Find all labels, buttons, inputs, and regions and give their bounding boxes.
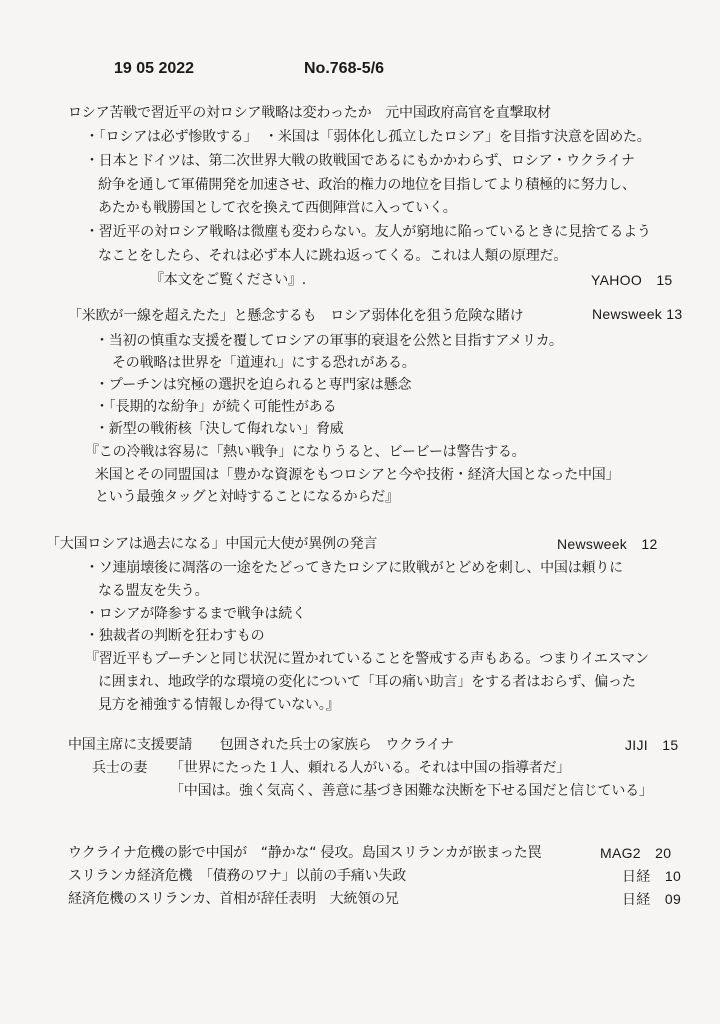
s5-item-source: 日経 10 [622, 868, 682, 884]
s1-line: あたかも戦勝国として衣を換えて西側陣営に入っていく。 [98, 200, 457, 216]
s2-line: ・新型の戦術核「決して侮れない」脅威 [95, 421, 344, 437]
s2-line: ・当初の慎重な支援を覆してロシアの軍事的衰退を公然と目指すアメリカ。 [95, 333, 563, 349]
s3-line: に囲まれ、地政学的な環境の変化について「耳の痛い助言」をする者はおらず、偏った [98, 674, 636, 690]
s2-title: 「米欧が一線を超えたた」と懸念するも ロシア弱体化を狙う危険な賭け [68, 308, 524, 324]
s2-line: ・「長期的な紛争」が続く可能性がある [95, 399, 337, 415]
s1-line: 『本文をご覧ください』. [150, 272, 307, 288]
s2-line: 『この冷戦は容易に「熱い戦争」になりうると、ビービーは警告する。 [85, 444, 526, 460]
header-issue: No.768-5/6 [304, 60, 385, 77]
s2-line: ・プーチンは究極の選択を迫られると専門家は懸念 [95, 377, 412, 393]
s3-title: 「大国ロシアは過去になる」中国元大使が異例の発言 [46, 536, 378, 552]
s2-line: その戦略は世界を「道連れ」にする恐れがある。 [112, 355, 416, 371]
s5-item-title: スリランカ経済危機 「債務のワナ」以前の手痛い失政 [68, 868, 406, 884]
s1-line: ・習近平の対ロシア戦略は微塵も変わらない。友人が窮地に陥っているときに見捨てるよう [85, 224, 651, 240]
s1-line: 紛争を通して軍備開発を加速させ、政治的権力の地位を目指してより積極的に努力し、 [98, 177, 636, 193]
s3-line: なる盟友を失う。 [98, 583, 209, 599]
header-date: 19 05 2022 [114, 60, 195, 77]
s4-source: JIJI 15 [625, 737, 679, 753]
s3-line: ・独裁者の判断を狂わすもの [85, 628, 265, 644]
s2-line: 米国とその同盟国は「豊かな資源をもつロシアと今や技術・経済大国となった中国」 [95, 467, 620, 483]
s1-line: ・日本とドイツは、第二次世界大戦の敗戦国であるにもかかわらず、ロシア・ウクライナ [85, 153, 635, 169]
s1-source: YAHOO 15 [591, 272, 673, 288]
s5-item-title: ウクライナ危機の影で中国が “静かな“ 侵攻。島国スリランカが嵌まった罠 [68, 845, 542, 861]
s3-line: 見方を補強する情報しか得ていない。』 [98, 697, 340, 713]
s4-speaker: 兵士の妻 [92, 760, 148, 776]
s2-line: という最強タッグと対峙することになるからだ』 [95, 489, 399, 505]
s1-line: ・「ロシアは必ず惨敗する」 ・米国は「弱体化し孤立したロシア」を目指す決意を固めた。 [85, 129, 651, 145]
s2-source: Newsweek 13 [592, 306, 683, 322]
s4-title: 中国主席に支援要請 包囲された兵士の家族ら ウクライナ [68, 737, 454, 753]
s3-line: ・ロシアが降参するまで戦争は続く [85, 606, 306, 622]
s4-quote: 「世界にたった１人、頼れる人がいる。それは中国の指導者だ」 [170, 760, 571, 776]
s3-source: Newsweek 12 [557, 536, 658, 552]
s3-line: 『習近平もプーチンと同じ状況に置かれていることを警戒する声もある。つまりイエスマン [85, 651, 649, 667]
s5-item-title: 経済危機のスリランカ、首相が辞任表明 大統領の兄 [68, 891, 399, 907]
s1-line: なことをしたら、それは必ず本人に跳ね返ってくる。これは人類の原理だ。 [98, 248, 568, 264]
s5-item-source: 日経 09 [622, 891, 682, 907]
s4-quote: 「中国は。強く気高く、善意に基づき困難な決断を下せる国だと信じている」 [170, 783, 653, 799]
s1-title: ロシア苦戦で習近平の対ロシア戦略は変わったか 元中国政府高官を直撃取材 [68, 105, 551, 121]
s5-item-source: MAG2 20 [600, 845, 672, 861]
s3-line: ・ソ連崩壊後に凋落の一途をたどってきたロシアに敗戦がとどめを刺し、中国は頼りに [85, 560, 623, 576]
